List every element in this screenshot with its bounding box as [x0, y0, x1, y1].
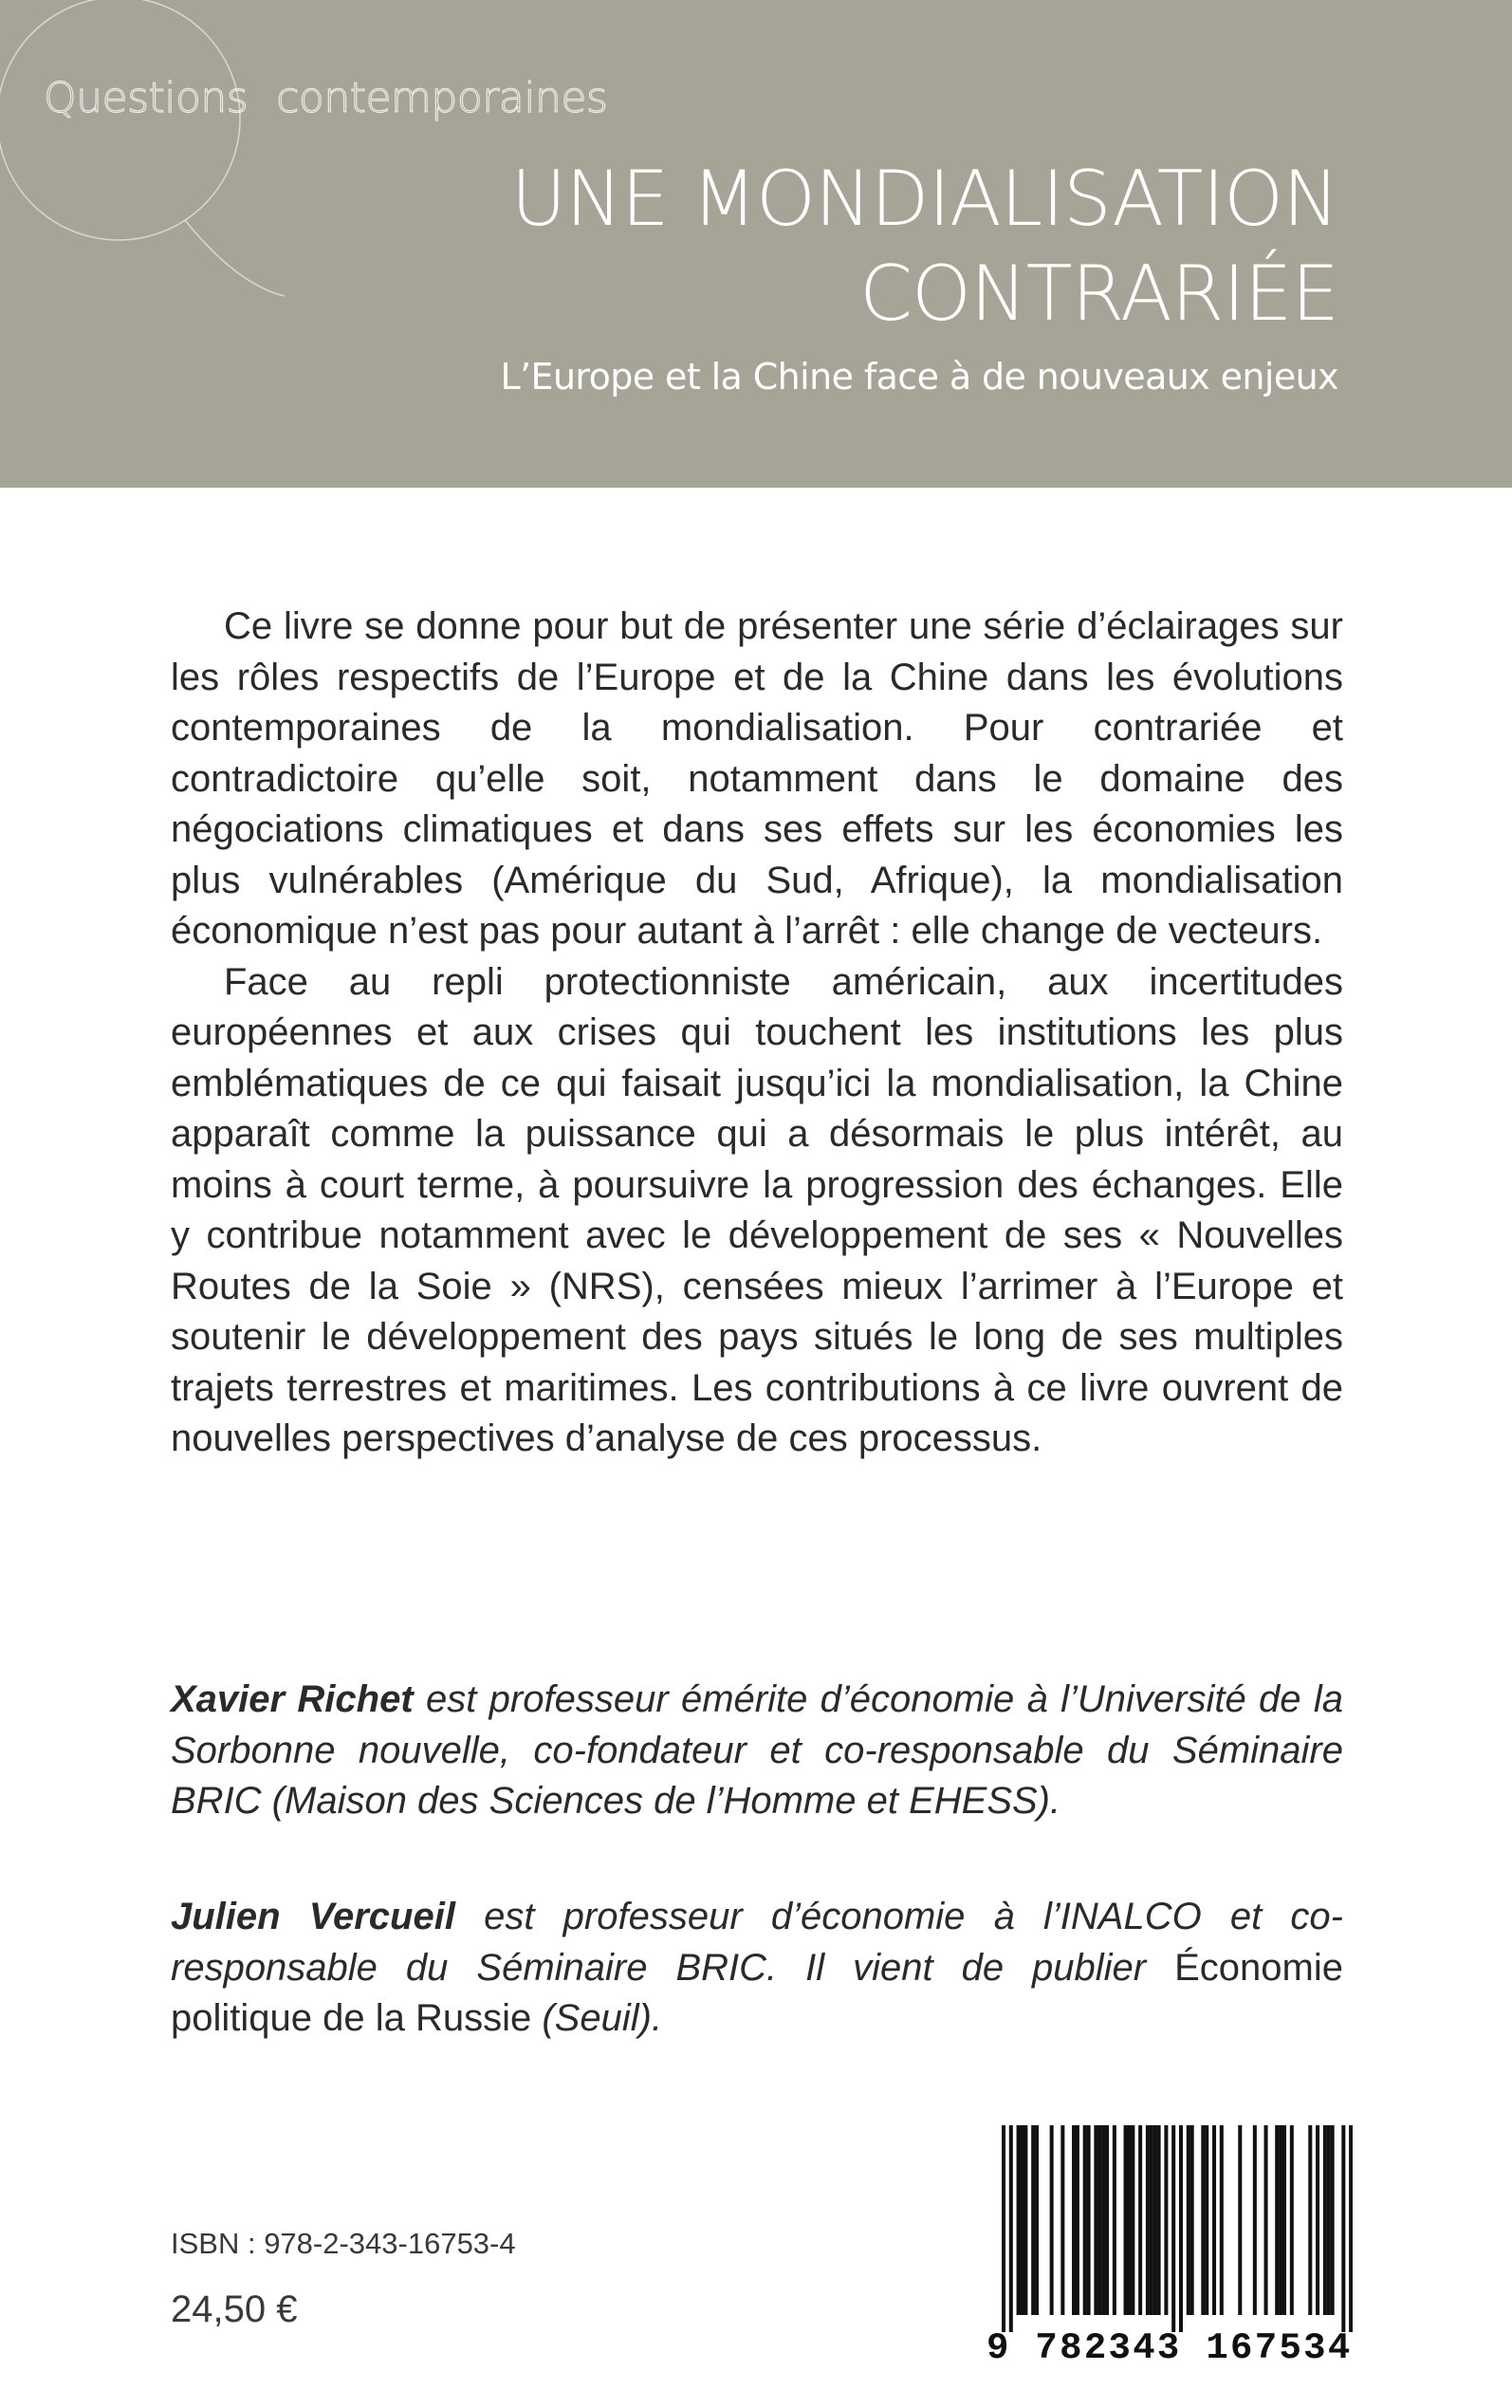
barcode-bar: [1017, 2125, 1021, 2315]
barcode-bar: [1050, 2125, 1054, 2315]
barcode-bar: [1282, 2125, 1286, 2315]
barcode-bar: [1083, 2125, 1087, 2315]
barcode-bar: [1087, 2125, 1091, 2315]
title-line-1: UNE MONDIALISATION: [510, 155, 1338, 243]
author-bio-text-1: est professeur émérite d’économie à l’Université de la Sorbonne nouvelle, co-fondateur et co-responsable du Séminaire BRIC (Maison des Sciences de l’Homme et EHESS).: [171, 1678, 1343, 1822]
barcode-bar: [1171, 2125, 1175, 2332]
summary-paragraph-2: Face au repli protectionniste américain, aux incertitudes européennes et aux crises qui touchent les institutions les plus emblématiques de ce qui faisait jusqu’ici la mondialisation, la Chine apparaît comme la puissance qui a désormais le plus intérêt, au moins à court terme, à poursuivre la progression des échanges. Elle y contribue notamment avec le développement de ses « Nouvelles Routes de la Soie » (NRS), censées mieux l’arrimer à l’Europe et soutenir le développement des pays situés le long de ses multiples trajets terrestres et maritimes. Les contributions à ce livre ouvrent de nouvelles perspectives d’analyse de ces processus.: [171, 960, 1343, 1459]
title-line-2: CONTRARIÉE: [859, 250, 1338, 338]
barcode-bar: [1009, 2125, 1013, 2332]
barcode-bars-icon: [1002, 2125, 1353, 2332]
barcode-bar: [1190, 2125, 1194, 2315]
book-title: [511, 152, 1338, 342]
barcode-bar: [1253, 2125, 1257, 2315]
barcode-bar: [1279, 2125, 1282, 2315]
barcode-bar: [1031, 2125, 1035, 2315]
barcode-bar: [1205, 2125, 1208, 2315]
barcode-bar: [1113, 2125, 1116, 2315]
barcode-bar: [1097, 2125, 1101, 2315]
barcode-bar: [1331, 2125, 1335, 2315]
barcode-bar: [1275, 2125, 1279, 2315]
barcode-bar: [1146, 2125, 1150, 2315]
barcode-bar: [1157, 2125, 1161, 2315]
barcode-bar: [1220, 2125, 1224, 2315]
barcode-bar: [1316, 2125, 1319, 2315]
price: 24,50 €: [171, 2288, 298, 2330]
q-outline-icon: [0, 0, 304, 304]
barcode-bar: [1323, 2125, 1327, 2315]
barcode-bar: [1076, 2125, 1079, 2315]
barcode-bar: [1150, 2125, 1153, 2315]
barcode-bar: [1105, 2125, 1109, 2315]
barcode-bar: [1290, 2125, 1294, 2315]
author-bio-2: [171, 1892, 1343, 2045]
barcode-bar: [1308, 2125, 1312, 2315]
barcode-bar: [1124, 2125, 1128, 2315]
barcode-digits: 9 782343 167534: [986, 2327, 1353, 2369]
barcode-bar: [1131, 2125, 1134, 2315]
author-book-publisher: (Seuil).: [542, 1997, 663, 2039]
author-bio-1: [171, 1675, 1343, 1827]
barcode-bar: [1094, 2125, 1097, 2315]
barcode-bar: [1023, 2125, 1027, 2315]
barcode-bar: [1164, 2125, 1168, 2315]
barcode-bar: [1101, 2125, 1105, 2315]
book-subtitle: L’Europe et la Chine face à de nouveaux enjeux: [500, 356, 1338, 398]
author-book-title: Économie politique de la Russie: [171, 1946, 1343, 2039]
collection-name: [44, 74, 607, 122]
barcode-bar: [1072, 2125, 1076, 2315]
cover-header: [0, 0, 1512, 488]
author-bio-text-2: est professeur d’économie à l’INALCO et co-responsable du Séminaire BRIC. Il vient de publier: [171, 1896, 1343, 1989]
book-summary: [171, 602, 1343, 1465]
barcode-bar: [1238, 2125, 1242, 2315]
author-name-2: Julien Vercueil: [171, 1896, 455, 1937]
barcode-bar: [1187, 2125, 1190, 2315]
barcode-bar: [1020, 2125, 1023, 2315]
barcode-bar: [1127, 2125, 1131, 2315]
barcode-bar: [1179, 2125, 1183, 2332]
barcode-bar: [1264, 2125, 1268, 2315]
barcode-bar: [1327, 2125, 1331, 2315]
isbn: ISBN : 978-2-343-16753-4: [171, 2227, 516, 2260]
author-name-1: Xavier Richet: [171, 1678, 414, 1720]
barcode-bar: [1212, 2125, 1216, 2315]
barcode-bar: [1002, 2125, 1005, 2332]
collection-word-2: contemporaines: [276, 74, 608, 122]
summary-paragraph-1: Ce livre se donne pour but de présenter une série d’éclairages sur les rôles respectifs de l’Europe et de la Chine dans les évolutions contemporaines de la mondialisation. Pour contrariée et contradictoire qu’elle soit, notamment dans le domaine des négociations climatiques et dans ses effets sur les économies les plus vulnérables (Amérique du Sud, Afrique), la mondialisation économique n’est pas pour autant à l’arrêt : elle change de vecteurs.: [171, 605, 1343, 952]
collection-word-1: Questions: [44, 74, 249, 122]
barcode-bar: [1138, 2125, 1142, 2315]
barcode: [986, 2125, 1355, 2370]
barcode-bar: [1035, 2125, 1039, 2315]
barcode-bar: [1060, 2125, 1064, 2315]
barcode-bar: [1153, 2125, 1157, 2315]
barcode-bar: [1349, 2125, 1353, 2332]
barcode-bar: [1201, 2125, 1205, 2315]
barcode-bar: [1341, 2125, 1345, 2332]
